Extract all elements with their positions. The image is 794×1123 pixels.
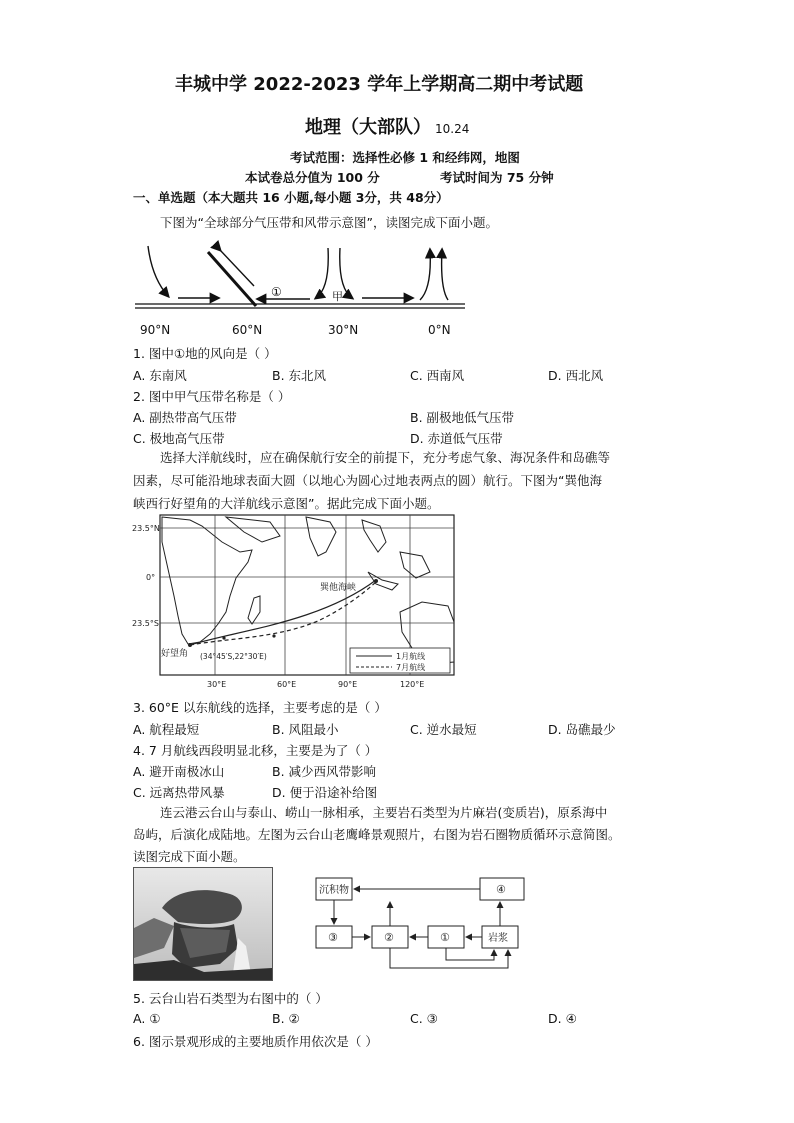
subtropical-descend-left (316, 248, 328, 298)
polar-descending-arrow (148, 246, 168, 296)
rock-photo-drawing (134, 868, 272, 980)
exam-title: 丰城中学 2022-2023 学年上学期高二期中考试题 (175, 74, 584, 95)
box-1-label: ① (440, 931, 450, 944)
exam-date: 10.24 (435, 122, 470, 136)
q3-option-b: B. 风阻最小 (272, 722, 339, 737)
group3-para-line2: 岛屿，后演化成陆地。左图为云台山老鹰峰景观照片，右图为岩石圈物质循环示意简图。 (133, 827, 621, 842)
q5-option-c: C. ③ (410, 1011, 438, 1026)
equatorial-ascend-right (442, 250, 448, 300)
group1-intro: 下图为“全球部分气压带和风带示意图”，读图完成下面小题。 (160, 215, 498, 230)
map-lon-90e-label: 90°E (338, 680, 358, 689)
q2-option-c: C. 极地高气压带 (133, 431, 225, 446)
question-5: 5. 云台山岩石类型为右图中的（ ） (133, 991, 328, 1006)
arrow-2-to-magma (390, 948, 508, 968)
cape-coordinate-label: (34°45′S,22°30′E) (200, 652, 267, 661)
map-lon-120e-label: 120°E (400, 680, 425, 689)
sunda-strait-label: 巽他海峡 (320, 583, 357, 593)
q5-option-a: A. ① (133, 1011, 161, 1026)
route-point-1 (222, 636, 225, 639)
box-3-label: ③ (328, 931, 338, 944)
q1-option-a: A. 东南风 (133, 368, 187, 383)
map-lon-60e-label: 60°E (277, 680, 297, 689)
q2-option-a: A. 副热带高气压带 (133, 410, 237, 425)
ascending-air-arrow (220, 250, 254, 286)
q1-option-d: D. 西北风 (548, 368, 604, 383)
legend-jul-label: 7月航线 (396, 663, 426, 672)
q4-option-c: C. 远离热带风暴 (133, 785, 225, 800)
subject-title (305, 113, 469, 139)
map-lat-23s-label: 23.5°S (132, 619, 159, 628)
box-2-label: ② (384, 931, 394, 944)
q3-option-a: A. 航程最短 (133, 722, 200, 737)
exam-scope: 考试范围：选择性必修 1 和经纬网，地图 (290, 150, 520, 165)
map-lon-30e-label: 30°E (207, 680, 227, 689)
indian-ocean-route-map (130, 512, 460, 692)
q1-option-b: B. 东北风 (272, 368, 327, 383)
sunda-strait-point (374, 579, 378, 583)
pressure-wind-belt-figure (130, 238, 470, 340)
total-score: 本试卷总分值为 100 分 (245, 170, 380, 185)
question-2: 2. 图中甲气压带名称是（ ） (133, 389, 291, 404)
group3-para-line1: 连云港云台山与泰山、崂山一脉相承，主要岩石类型为片麻岩(变质岩)，原系海中 (160, 805, 608, 820)
map-lat-23n-label: 23.5°N (132, 524, 160, 533)
arrow-1-to-magma (446, 948, 494, 960)
box-magma-label: 岩浆 (488, 933, 508, 944)
map-lat-0-label: 0° (146, 573, 156, 582)
rock-cycle-diagram (312, 872, 530, 974)
route-point-2 (272, 634, 275, 637)
question-1: 1. 图中①地的风向是（ ） (133, 346, 277, 361)
equatorial-ascend-left (420, 250, 430, 300)
q2-option-b: B. 副极地低气压带 (410, 410, 515, 425)
question-3: 3. 60°E 以东航线的选择，主要考虑的是（ ） (133, 700, 387, 715)
box-sediment-label: 沉积物 (319, 885, 349, 896)
lat-label-0n: 0°N (428, 323, 451, 337)
q1-option-c: C. 西南风 (410, 368, 465, 383)
cape-of-good-hope-label: 好望角 (161, 649, 189, 659)
q4-option-b: B. 减少西风带影响 (272, 764, 377, 779)
group2-para-line3: 峡西行好望角的大洋航线示意图”。据此完成下面小题。 (133, 496, 440, 511)
q4-option-a: A. 避开南极冰山 (133, 764, 225, 779)
q5-option-b: B. ② (272, 1011, 300, 1026)
q2-option-d: D. 赤道低气压带 (410, 431, 503, 446)
subject-name: 地理（大部队） (305, 117, 431, 138)
q3-option-c: C. 逆水最短 (410, 722, 477, 737)
section-heading: 一、单选题（本大题共 16 小题,每小题 3分，共 48分） (133, 190, 449, 205)
marker-jia-label: 甲 (332, 290, 343, 303)
exam-time: 考试时间为 75 分钟 (440, 170, 554, 185)
box-4-label: ④ (496, 883, 506, 896)
group3-para-line3: 读图完成下面小题。 (133, 849, 246, 864)
marker-1-label: ① (271, 285, 282, 299)
legend-jan-label: 1月航线 (396, 652, 426, 661)
rock-landscape-photo (133, 867, 273, 981)
q3-option-d: D. 岛礁最少 (548, 722, 616, 737)
lat-label-60n: 60°N (232, 323, 263, 337)
q4-option-d: D. 便于沿途补给图 (272, 785, 378, 800)
lat-label-90n: 90°N (140, 323, 171, 337)
question-4: 4. 7 月航线西段明显北移，主要是为了（ ） (133, 743, 378, 758)
question-6: 6. 图示景观形成的主要地质作用依次是（ ） (133, 1034, 378, 1049)
q5-option-d: D. ④ (548, 1011, 577, 1026)
cape-point (188, 643, 192, 647)
group2-para-line1: 选择大洋航线时，应在确保航行安全的前提下，充分考虑气象、海况条件和岛礁等 (160, 450, 611, 465)
lat-label-30n: 30°N (328, 323, 359, 337)
group2-para-line2: 因素，尽可能沿地球表面大圆（以地心为圆心过地表两点的圆）航行。下图为“巽他海 (133, 473, 602, 488)
